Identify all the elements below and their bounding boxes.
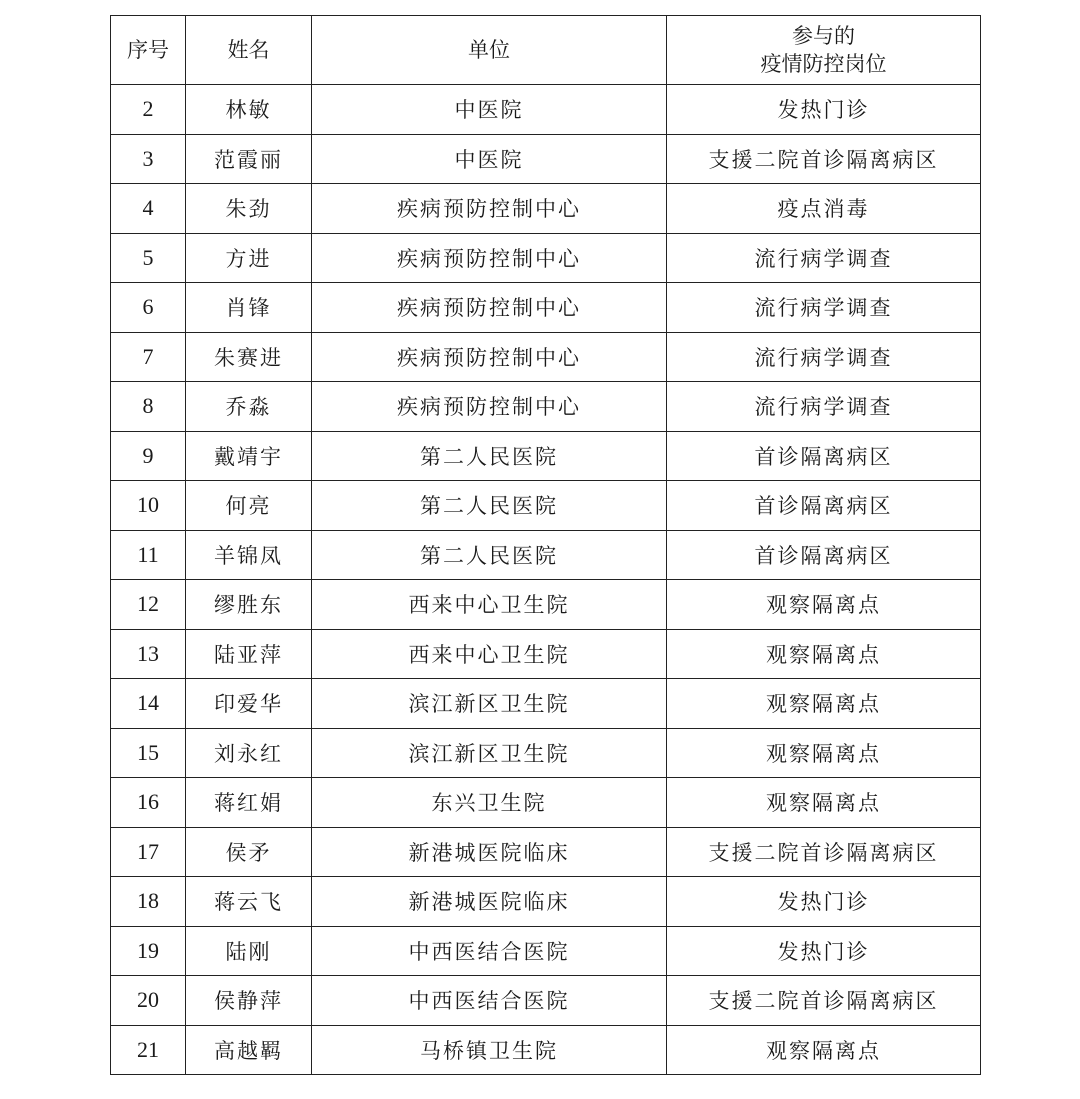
row-unit-cell: 疾病预防控制中心	[312, 332, 667, 382]
table-header-row	[111, 16, 981, 85]
table-row	[111, 1025, 981, 1075]
row-unit-cell: 西来中心卫生院	[312, 580, 667, 630]
row-name-cell: 蒋红娟	[186, 778, 312, 828]
table-row	[111, 332, 981, 382]
row-post-cell: 观察隔离点	[667, 1025, 981, 1075]
row-index-cell: 12	[111, 580, 186, 630]
table-row	[111, 926, 981, 976]
table-row	[111, 827, 981, 877]
row-post-cell: 支援二院首诊隔离病区	[667, 134, 981, 184]
row-unit-cell: 新港城医院临床	[312, 877, 667, 927]
row-post-cell: 发热门诊	[667, 85, 981, 135]
table-row	[111, 382, 981, 432]
row-name-cell: 侯静萍	[186, 976, 312, 1026]
row-name-cell: 朱赛进	[186, 332, 312, 382]
row-name-cell: 陆亚萍	[186, 629, 312, 679]
table-row	[111, 530, 981, 580]
row-post-cell: 支援二院首诊隔离病区	[667, 827, 981, 877]
row-unit-cell: 新港城医院临床	[312, 827, 667, 877]
row-post-cell: 观察隔离点	[667, 629, 981, 679]
row-unit-cell: 中医院	[312, 85, 667, 135]
row-index-cell: 10	[111, 481, 186, 531]
row-post-cell: 观察隔离点	[667, 679, 981, 729]
row-name-cell: 肖锋	[186, 283, 312, 333]
row-index-cell: 16	[111, 778, 186, 828]
table-body	[111, 85, 981, 1075]
table-row	[111, 233, 981, 283]
row-name-cell: 高越羁	[186, 1025, 312, 1075]
row-post-cell: 首诊隔离病区	[667, 530, 981, 580]
row-name-cell: 蒋云飞	[186, 877, 312, 927]
row-unit-cell: 第二人民医院	[312, 481, 667, 531]
table-row	[111, 580, 981, 630]
row-unit-cell: 马桥镇卫生院	[312, 1025, 667, 1075]
row-post-cell: 疫点消毒	[667, 184, 981, 234]
staff-table-container	[110, 15, 980, 1075]
row-name-cell: 印爱华	[186, 679, 312, 729]
row-post-cell: 观察隔离点	[667, 778, 981, 828]
row-post-cell: 观察隔离点	[667, 580, 981, 630]
table-row	[111, 679, 981, 729]
row-index-cell: 20	[111, 976, 186, 1026]
row-unit-cell: 滨江新区卫生院	[312, 679, 667, 729]
row-unit-cell: 疾病预防控制中心	[312, 233, 667, 283]
row-index-cell: 15	[111, 728, 186, 778]
row-name-cell: 缪胜东	[186, 580, 312, 630]
row-unit-cell: 疾病预防控制中心	[312, 184, 667, 234]
row-post-cell: 发热门诊	[667, 877, 981, 927]
row-index-cell: 8	[111, 382, 186, 432]
row-index-cell: 9	[111, 431, 186, 481]
row-index-cell: 4	[111, 184, 186, 234]
row-unit-cell: 疾病预防控制中心	[312, 382, 667, 432]
row-unit-cell: 疾病预防控制中心	[312, 283, 667, 333]
header-unit: 单位	[312, 16, 667, 85]
row-unit-cell: 第二人民医院	[312, 530, 667, 580]
row-unit-cell: 东兴卫生院	[312, 778, 667, 828]
row-name-cell: 乔淼	[186, 382, 312, 432]
staff-table	[110, 15, 981, 1075]
table-row	[111, 431, 981, 481]
table-row	[111, 481, 981, 531]
row-index-cell: 17	[111, 827, 186, 877]
row-name-cell: 方进	[186, 233, 312, 283]
header-post	[667, 16, 981, 85]
header-name: 姓名	[186, 16, 312, 85]
row-unit-cell: 中西医结合医院	[312, 976, 667, 1026]
table-row	[111, 85, 981, 135]
table-row	[111, 283, 981, 333]
row-index-cell: 18	[111, 877, 186, 927]
row-post-cell: 观察隔离点	[667, 728, 981, 778]
row-index-cell: 7	[111, 332, 186, 382]
row-name-cell: 侯矛	[186, 827, 312, 877]
header-index: 序号	[111, 16, 186, 85]
row-name-cell: 刘永红	[186, 728, 312, 778]
row-post-cell: 支援二院首诊隔离病区	[667, 976, 981, 1026]
row-unit-cell: 滨江新区卫生院	[312, 728, 667, 778]
table-row	[111, 877, 981, 927]
row-index-cell: 19	[111, 926, 186, 976]
table-row	[111, 778, 981, 828]
header-post-line1: 参与的	[792, 24, 855, 48]
row-name-cell: 林敏	[186, 85, 312, 135]
table-row	[111, 728, 981, 778]
row-name-cell: 戴靖宇	[186, 431, 312, 481]
row-name-cell: 何亮	[186, 481, 312, 531]
row-name-cell: 陆刚	[186, 926, 312, 976]
row-name-cell: 范霞丽	[186, 134, 312, 184]
table-row	[111, 134, 981, 184]
row-post-cell: 流行病学调查	[667, 233, 981, 283]
row-index-cell: 6	[111, 283, 186, 333]
row-index-cell: 21	[111, 1025, 186, 1075]
row-post-cell: 发热门诊	[667, 926, 981, 976]
row-index-cell: 14	[111, 679, 186, 729]
header-post-line2: 疫情防控岗位	[760, 52, 887, 76]
row-index-cell: 5	[111, 233, 186, 283]
table-row	[111, 184, 981, 234]
row-name-cell: 羊锦凤	[186, 530, 312, 580]
row-name-cell: 朱劲	[186, 184, 312, 234]
row-post-cell: 首诊隔离病区	[667, 481, 981, 531]
row-index-cell: 2	[111, 85, 186, 135]
row-unit-cell: 西来中心卫生院	[312, 629, 667, 679]
row-post-cell: 首诊隔离病区	[667, 431, 981, 481]
row-unit-cell: 中医院	[312, 134, 667, 184]
row-index-cell: 3	[111, 134, 186, 184]
row-index-cell: 11	[111, 530, 186, 580]
row-post-cell: 流行病学调查	[667, 382, 981, 432]
row-unit-cell: 第二人民医院	[312, 431, 667, 481]
table-row	[111, 629, 981, 679]
table-row	[111, 976, 981, 1026]
row-post-cell: 流行病学调查	[667, 332, 981, 382]
row-post-cell: 流行病学调查	[667, 283, 981, 333]
row-index-cell: 13	[111, 629, 186, 679]
row-unit-cell: 中西医结合医院	[312, 926, 667, 976]
